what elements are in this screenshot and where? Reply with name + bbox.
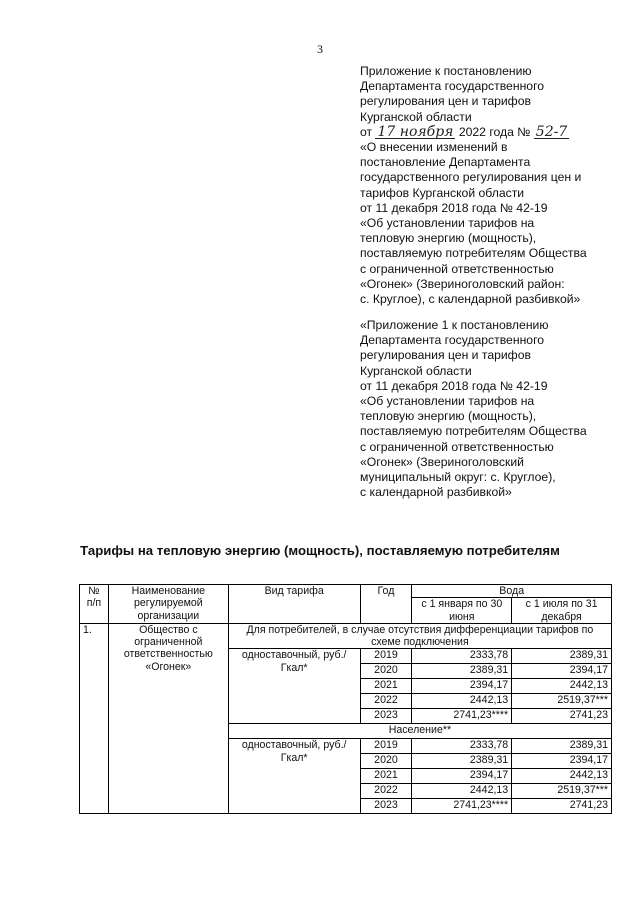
organization-name: Общество с ограниченной ответственностью «Огонек»	[108, 623, 228, 814]
value-cell: 2442,13	[512, 769, 612, 784]
value-cell: 2333,78	[412, 649, 512, 664]
header-line: с ограниченной ответственностью	[360, 439, 554, 454]
tariff-table	[79, 584, 612, 814]
header-line: «Об установлении тарифов на	[360, 394, 535, 409]
value-cell: 2389,31	[412, 754, 512, 769]
header-line: муниципальный округ: с. Круглое),	[360, 470, 556, 485]
value-cell: 2389,31	[512, 739, 612, 754]
value-cell: 2741,23****	[412, 709, 512, 724]
date-year: 2022 года №	[458, 124, 531, 139]
col-header-org: Наименование регулируемой организации	[108, 585, 228, 624]
col-header-period1: с 1 января по 30 июня	[412, 598, 512, 624]
header-line: «Огонек» (Звериноголовский	[360, 454, 524, 469]
year-cell: 2019	[360, 739, 412, 754]
header-line: Департамента государственного	[360, 79, 545, 94]
year-cell: 2023	[360, 799, 412, 814]
year-cell: 2021	[360, 679, 412, 694]
group-title-row	[80, 623, 612, 649]
header-line: Курганской области	[360, 109, 472, 124]
header-line: с календарной разбивкой»	[360, 485, 512, 500]
year-cell: 2021	[360, 769, 412, 784]
header-line: с ограниченной ответственностью	[360, 261, 554, 276]
year-cell: 2022	[360, 694, 412, 709]
header-line: «Огонек» (Звериноголовский район:	[360, 276, 565, 291]
value-cell: 2741,23****	[412, 799, 512, 814]
year-cell: 2019	[360, 649, 412, 664]
header-line: тарифов Курганской области	[360, 185, 525, 200]
header-line: «Об установлении тарифов на	[360, 216, 535, 231]
group-title: Для потребителей, в случае отсутствия дифференциации тарифов по схеме подключения	[228, 623, 611, 649]
header-line: с. Круглое), с календарной разбивкой»	[360, 292, 581, 307]
page-number: 3	[317, 42, 323, 56]
header-line: тепловую энергию (мощность),	[360, 231, 537, 246]
value-cell: 2389,31	[512, 649, 612, 664]
value-cell: 2442,13	[412, 784, 512, 799]
header-line: поставляемую потребителям Общества	[360, 246, 587, 261]
year-cell: 2022	[360, 784, 412, 799]
header-line: Приложение к постановлению	[360, 64, 532, 78]
year-cell: 2020	[360, 664, 412, 679]
value-cell: 2394,17	[412, 769, 512, 784]
header-line: поставляемую потребителям Общества	[360, 424, 587, 439]
value-cell: 2389,31	[412, 664, 512, 679]
col-header-type: Вид тарифа	[228, 585, 360, 624]
header-line: от 11 декабря 2018 года № 42-19	[360, 378, 548, 393]
tariff-type: одноставочный, руб./Гкал*	[228, 739, 360, 814]
value-cell: 2741,23	[512, 709, 612, 724]
table-title: Тарифы на тепловую энергию (мощность), поставляемую потребителям	[80, 543, 560, 558]
header-line: регулирования цен и тарифов	[360, 94, 531, 109]
date-prefix: от	[360, 124, 373, 139]
header-line: регулирования цен и тарифов	[360, 348, 531, 363]
header-line: «О внесении изменений в	[360, 140, 508, 155]
value-cell: 2394,17	[412, 679, 512, 694]
header-line: тепловую энергию (мощность),	[360, 409, 537, 424]
year-cell: 2020	[360, 754, 412, 769]
original-appendix-header	[360, 318, 622, 500]
year-cell: 2023	[360, 709, 412, 724]
header-line: постановление Департамента	[360, 155, 531, 170]
date-line	[360, 125, 622, 140]
value-cell: 2741,23	[512, 799, 612, 814]
value-cell: 2333,78	[412, 739, 512, 754]
value-cell: 2442,13	[512, 679, 612, 694]
value-cell: 2394,17	[512, 754, 612, 769]
value-cell: 2394,17	[512, 664, 612, 679]
col-header-year: Год	[360, 585, 412, 624]
tariff-type: одноставочный, руб./Гкал*	[228, 649, 360, 724]
col-header-water: Вода	[412, 585, 612, 598]
group-title: Население**	[228, 724, 611, 739]
value-cell: 2519,37***	[512, 784, 612, 799]
value-cell: 2519,37***	[512, 694, 612, 709]
col-header-period2: с 1 июля по 31 декабря	[512, 598, 612, 624]
table-header-row	[80, 585, 612, 598]
row-number: 1.	[80, 623, 109, 814]
header-line: Департамента государственного	[360, 333, 545, 348]
handwritten-date: 17 ноября	[377, 123, 454, 140]
header-line: государственного регулирования цен и	[360, 170, 582, 185]
col-header-num: № п/п	[80, 585, 109, 624]
header-line: от 11 декабря 2018 года № 42-19	[360, 200, 548, 215]
appendix-header	[360, 64, 622, 307]
handwritten-number: 52-7	[535, 123, 568, 140]
header-line: «Приложение 1 к постановлению	[360, 318, 549, 332]
value-cell: 2442,13	[412, 694, 512, 709]
header-line: Курганской области	[360, 363, 472, 378]
